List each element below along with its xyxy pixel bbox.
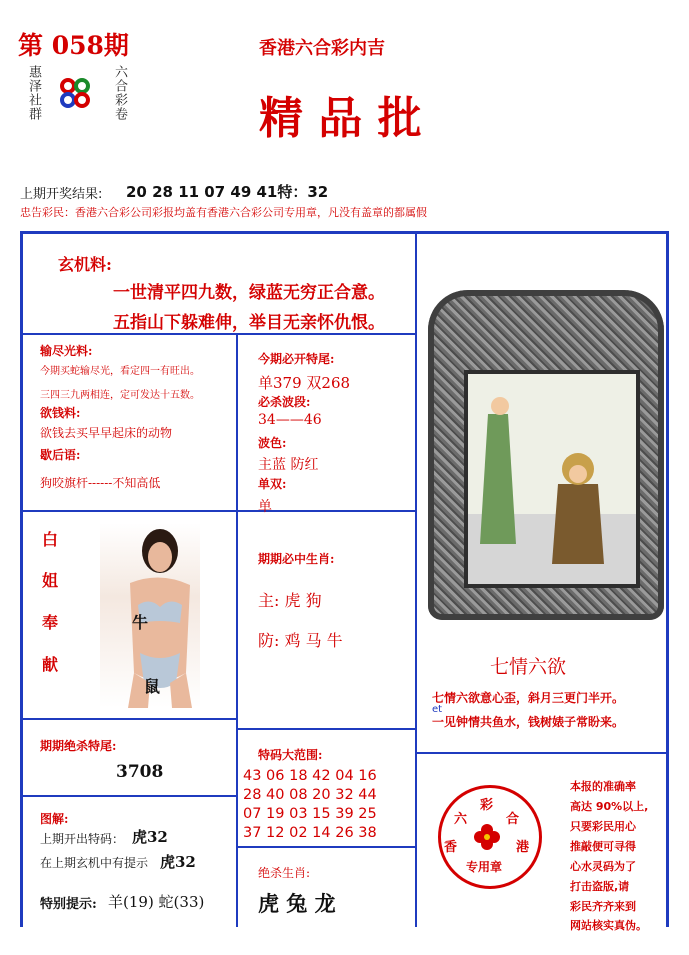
tujie-line2-label: 在上期玄机中有提示 (40, 856, 149, 870)
xuanji-divider (20, 333, 417, 335)
shuli-label: 输尽光料: (40, 344, 93, 358)
publisher-left-text: 惠泽社群 (26, 65, 41, 121)
lottery-logo-icon (58, 76, 92, 110)
danshuang-label: 单双: (258, 477, 287, 491)
stamp-bottom: 专用章 (466, 860, 503, 874)
baijie-char-1: 白 (42, 530, 59, 549)
tewei-value: 单379 双268 (258, 374, 351, 392)
xuanji-label: 玄机料: (58, 255, 112, 274)
tujie-line1-value: 虎32 (132, 828, 168, 846)
row2-divider (20, 510, 417, 512)
tema-row-3: 07 19 03 15 39 25 (243, 806, 377, 822)
stamp-top-right: 合 (506, 812, 520, 827)
boduan-value: 34——46 (258, 412, 322, 428)
row3-divider (20, 718, 237, 720)
boduan-label: 必杀波段: (258, 395, 311, 409)
outer-left-border (20, 231, 23, 927)
top-title: 香港六合彩内吉 (259, 38, 385, 59)
tujie-line2-value: 虎32 (160, 853, 196, 871)
yuqian-label: 欲钱料: (40, 406, 81, 420)
xiehouyu-line: 狗咬旗杆------不知高低 (40, 476, 161, 490)
stamp-top: 彩 (480, 798, 494, 813)
baijie-overlay-bottom: 鼠 (144, 677, 161, 696)
jueshawang-label: 绝杀生肖: (258, 866, 311, 880)
mirror-mark: et (432, 704, 443, 715)
baijie-overlay-top: 牛 (132, 613, 149, 632)
promo-line-2: 高达 90%以上, (570, 800, 649, 813)
tema-label: 特码大范围: (258, 748, 323, 762)
baijie-char-3: 奉 (42, 613, 59, 632)
promo-line-6: 打击盗版,请 (570, 880, 630, 893)
baijie-char-4: 献 (42, 655, 59, 674)
shuli-line2: 三四三九两相连，定可发达十五数。 (40, 390, 200, 401)
big-title: 精 品 批 (259, 93, 422, 144)
stamp-flower-icon (472, 822, 502, 852)
row4b-divider (236, 846, 417, 848)
shengxiao-label: 期期必中生肖: (258, 552, 335, 566)
notice-text: 忠告彩民：香港六合彩公司彩报均盖有香港六合彩公司专用章，凡没有盖章的都属假 (20, 206, 427, 219)
row4-divider (20, 795, 237, 797)
cartoon-image (464, 370, 640, 588)
jueshawang-value: 虎 兔 龙 (258, 891, 336, 916)
baijie-char-2: 姐 (42, 571, 59, 590)
stamp-left: 香 (444, 840, 458, 855)
shengxiao-fang: 防: 鸡 马 牛 (258, 631, 343, 650)
results-numbers: 20 28 11 07 49 41特：32 (126, 183, 329, 201)
mirror-caption: 七情六欲 (490, 656, 567, 678)
issue-number: 第 058期 (18, 31, 129, 60)
xuanji-line1: 一世清平四九数，绿蓝无穷正合意。 (113, 283, 385, 303)
jueshawei-value: 3708 (116, 762, 164, 782)
publisher-right-text: 六合彩卷 (112, 65, 127, 121)
tujie-label: 图解: (40, 812, 69, 826)
outer-right-border (666, 231, 669, 927)
bose-label: 波色: (258, 436, 287, 450)
tema-row-4: 37 12 02 14 26 38 (243, 825, 377, 841)
jueshawei-label: 期期绝杀特尾: (40, 739, 117, 753)
mirror-line2: 一见钟情共鱼水，钱树婊子常盼来。 (432, 715, 625, 729)
yuqian-line: 欲钱去买早早起床的动物 (40, 426, 173, 440)
xiehouyu-label: 歇后语: (40, 448, 81, 462)
promo-line-7: 彩民齐齐来到 (570, 900, 636, 913)
results-label: 上期开奖结果: (20, 187, 103, 202)
tema-row-1: 43 06 18 42 04 16 (243, 768, 377, 784)
outer-top-border (20, 231, 668, 234)
right-divider (415, 752, 668, 754)
bose-value: 主蓝 防红 (258, 457, 319, 473)
center-divider (415, 231, 417, 927)
promo-line-1: 本报的准确率 (570, 780, 636, 793)
mirror-line1: 七情六欲意心歪，斜月三更门半开。 (432, 691, 625, 705)
promo-line-3: 只要彩民用心 (570, 820, 636, 833)
left-mid-divider (236, 333, 238, 927)
tebie-label: 特别提示: (40, 897, 97, 912)
stamp-top-left: 六 (454, 812, 468, 827)
shuli-line1: 今期买蛇输尽光，看定四一有旺出。 (40, 366, 200, 377)
shengxiao-main: 主: 虎 狗 (258, 591, 322, 610)
row3b-divider (236, 728, 417, 730)
danshuang-value: 单 (258, 499, 272, 515)
tebie-value: 羊(19) 蛇(33) (108, 893, 205, 911)
tewei-label: 今期必开特尾: (258, 352, 335, 366)
tujie-line1-label: 上期开出特码： (40, 832, 125, 846)
promo-line-4: 推敲便可寻得 (570, 840, 636, 853)
tema-row-2: 28 40 08 20 32 44 (243, 787, 377, 803)
stamp-right: 港 (516, 840, 530, 855)
promo-line-5: 心水灵码为了 (570, 860, 636, 873)
promo-line-8: 网站核实真伪。 (570, 919, 647, 932)
xuanji-line2: 五指山下躲难伸，举目无亲怀仇恨。 (113, 313, 385, 333)
